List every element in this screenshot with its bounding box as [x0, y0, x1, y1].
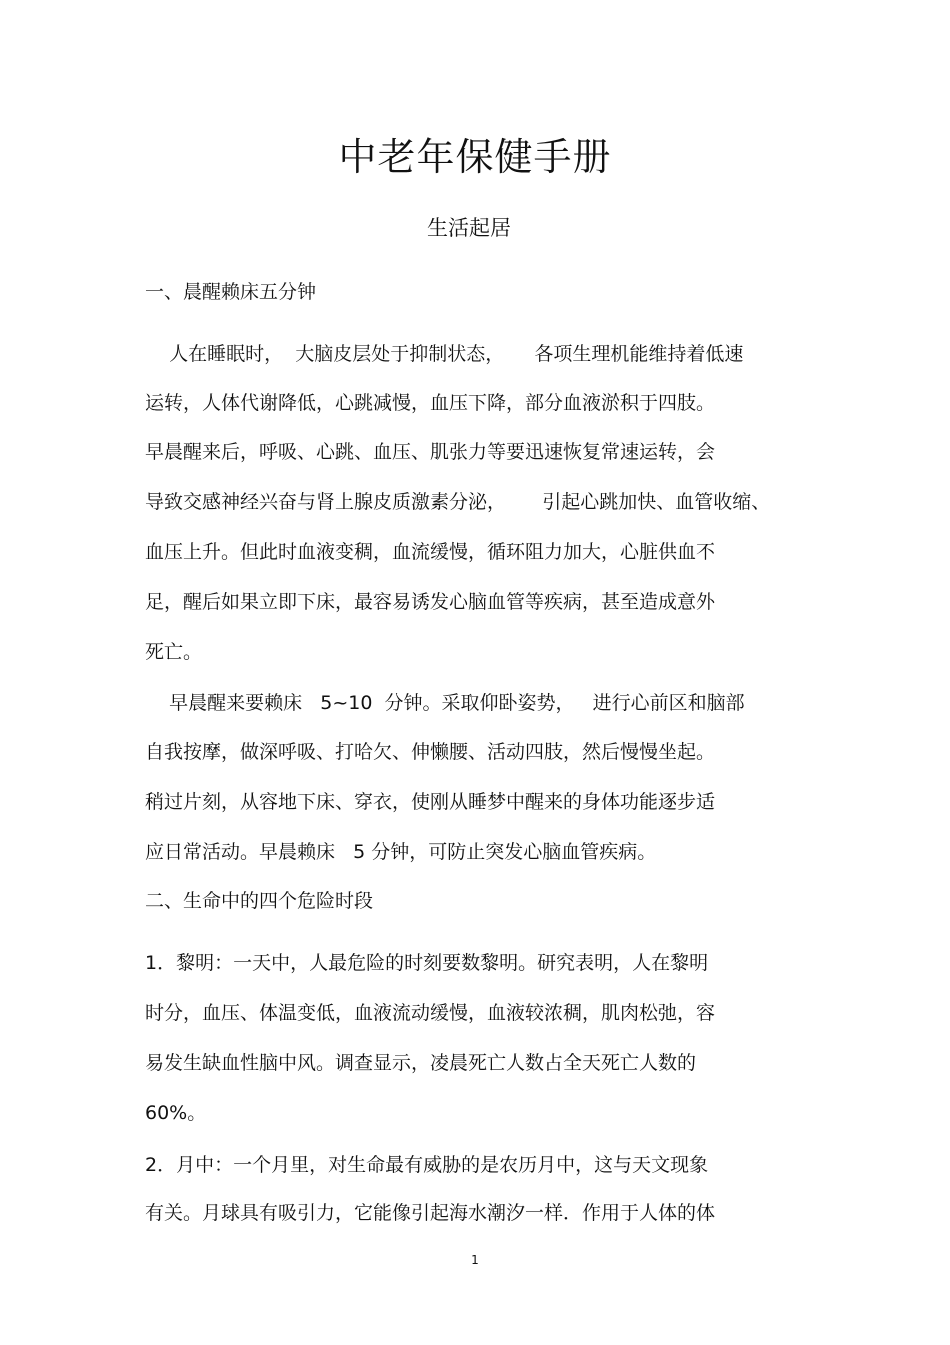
subsection-heading: 一、晨醒赖床五分钟	[145, 281, 317, 303]
text-line: 死亡。	[145, 641, 203, 663]
text-line: 2．月中：一个月里，对生命最有威胁的是农历月中，这与天文现象	[145, 1154, 709, 1176]
subsection-heading: 二、生命中的四个危险时段	[145, 890, 374, 912]
text-line: 血压上升。但此时血液变稠，血流缓慢，循环阻力加大，心脏供血不	[145, 541, 716, 563]
page-number: 1	[471, 1253, 479, 1267]
text-line: 导致交感神经兴奋与肾上腺皮质激素分泌， 引起心跳加快、血管收缩、	[145, 491, 771, 513]
document-title: 中老年保健手册	[338, 135, 612, 179]
text-line: 运转，人体代谢降低，心跳减慢，血压下降，部分血液淤积于四肢。	[145, 392, 716, 414]
text-line: 自我按摩，做深呼吸、打哈欠、伸懒腰、活动四肢，然后慢慢坐起。	[145, 741, 716, 763]
text-line: 时分，血压、体温变低，血液流动缓慢，血液较浓稠，肌肉松弛，容	[145, 1002, 716, 1024]
text-line: 早晨醒来要赖床 5~10 分钟。采取仰卧姿势， 进行心前区和脑部	[145, 692, 745, 714]
text-line: 应日常活动。早晨赖床 5 分钟，可防止突发心脑血管疾病。	[145, 841, 657, 863]
text-line: 早晨醒来后，呼吸、心跳、血压、肌张力等要迅速恢复常速运转，会	[145, 441, 716, 463]
section-heading: 生活起居	[427, 216, 511, 240]
text-line: 人在睡眠时， 大脑皮层处于抑制状态， 各项生理机能维持着低速	[145, 343, 744, 365]
text-line: 60%。	[145, 1102, 207, 1124]
text-line: 有关。月球具有吸引力，它能像引起海水潮汐一样．作用于人体的体	[145, 1202, 716, 1224]
text-line: 足，醒后如果立即下床，最容易诱发心脑血管等疾病，甚至造成意外	[145, 591, 716, 613]
text-line: 稍过片刻，从容地下床、穿衣，使刚从睡梦中醒来的身体功能逐步适	[145, 791, 716, 813]
text-line: 易发生缺血性脑中风。调查显示，凌晨死亡人数占全天死亡人数的	[145, 1052, 697, 1074]
text-line: 1．黎明：一天中，人最危险的时刻要数黎明。研究表明，人在黎明	[145, 952, 709, 974]
